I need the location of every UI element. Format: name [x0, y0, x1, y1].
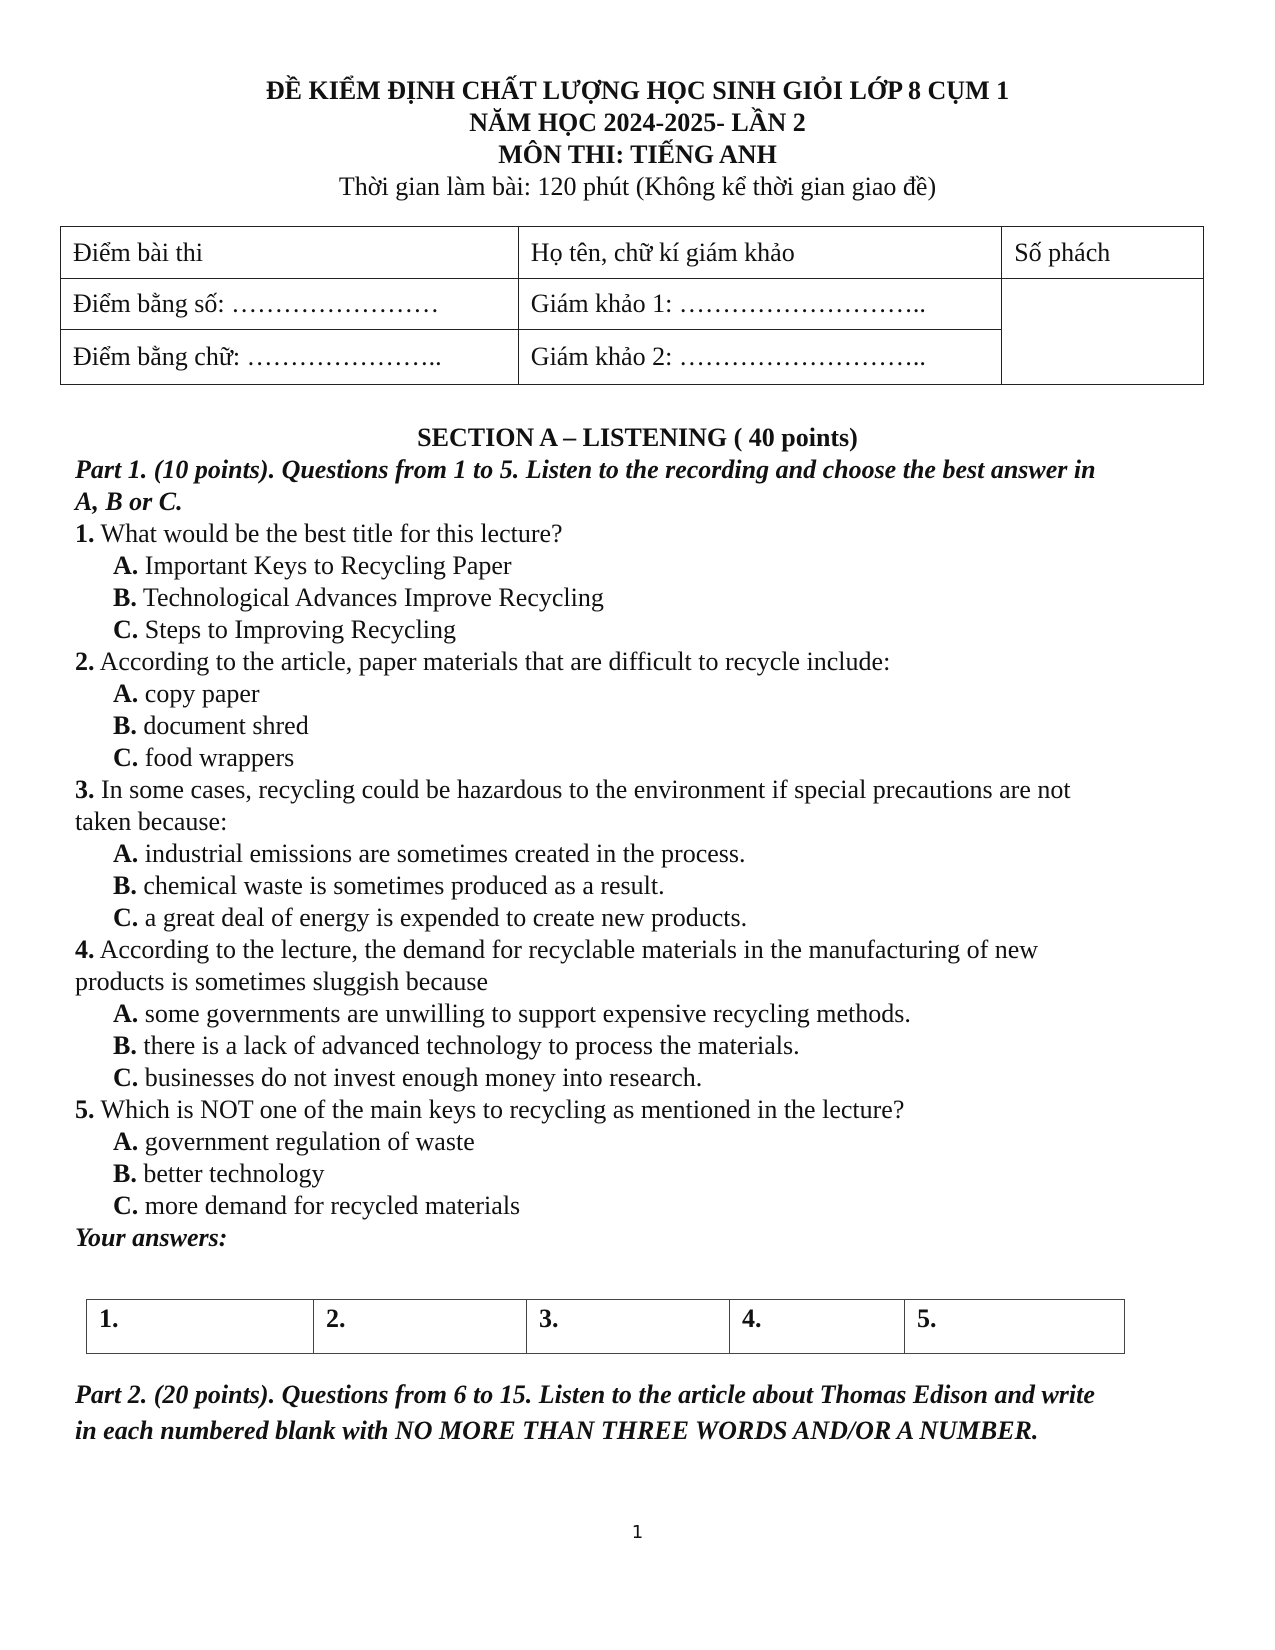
- code-header: Số phách: [1002, 227, 1204, 279]
- score-header: Điểm bài thi: [61, 227, 519, 279]
- option-letter: C.: [113, 615, 139, 644]
- answers-label: Your answers:: [75, 1223, 228, 1252]
- part1-instruction: Part 1. (10 points). Questions from 1 to 5. Listen to the recording and choose the best answer in: [75, 455, 1096, 484]
- option-text: Technological Advances Improve Recycling: [136, 583, 604, 612]
- score-in-words: Điểm bằng chữ: …………………..: [61, 330, 519, 385]
- option-1b: [113, 582, 604, 614]
- question-number: 4.: [75, 935, 95, 964]
- option-5a: [113, 1126, 475, 1158]
- question-5: [75, 1094, 904, 1126]
- subject: MÔN THI: TIẾNG ANH: [498, 140, 777, 169]
- school-year: NĂM HỌC 2024-2025- LẦN 2: [469, 108, 806, 137]
- section-title: SECTION A – LISTENING ( 40 points): [417, 423, 858, 452]
- question-3-cont: taken because:: [75, 807, 228, 836]
- option-4c: [113, 1062, 702, 1094]
- answer-cell-1[interactable]: 1.: [87, 1300, 314, 1354]
- option-letter: C.: [113, 1191, 139, 1220]
- option-1c: [113, 614, 456, 646]
- option-3a: [113, 838, 746, 870]
- question-2: [75, 646, 890, 678]
- option-text: food wrappers: [138, 743, 295, 772]
- option-text: copy paper: [138, 679, 260, 708]
- option-4b: [113, 1030, 800, 1062]
- examiner-1: Giám khảo 1: ………………………..: [518, 279, 1001, 330]
- examiner-2: Giám khảo 2: ………………………..: [518, 330, 1001, 385]
- option-text: some governments are unwilling to support expensive recycling methods.: [138, 999, 911, 1028]
- option-text: industrial emissions are sometimes created in the process.: [138, 839, 746, 868]
- option-letter: C.: [113, 903, 139, 932]
- question-3: [75, 774, 1071, 806]
- option-letter: B.: [113, 1031, 137, 1060]
- option-letter: A.: [113, 839, 139, 868]
- question-1: [75, 518, 563, 550]
- option-2c: [113, 742, 294, 774]
- option-2a: [113, 678, 260, 710]
- option-text: Important Keys to Recycling Paper: [138, 551, 512, 580]
- part1-instruction-cont: A, B or C.: [75, 487, 183, 516]
- option-letter: A.: [113, 1127, 139, 1156]
- part2-instruction-cont: in each numbered blank with NO MORE THAN THREE WORDS AND/OR A NUMBER.: [75, 1416, 1039, 1445]
- option-text: government regulation of waste: [138, 1127, 475, 1156]
- option-1a: [113, 550, 512, 582]
- option-letter: B.: [113, 711, 137, 740]
- part2-instruction: Part 2. (20 points). Questions from 6 to 15. Listen to the article about Thomas Edison and write: [75, 1380, 1095, 1409]
- question-number: 5.: [75, 1095, 95, 1124]
- option-letter: A.: [113, 999, 139, 1028]
- option-5c: [113, 1190, 520, 1222]
- option-letter: A.: [113, 551, 139, 580]
- option-letter: B.: [113, 1159, 137, 1188]
- option-text: a great deal of energy is expended to create new products.: [138, 903, 748, 932]
- answer-cell-5[interactable]: 5.: [905, 1300, 1125, 1354]
- option-5b: [113, 1158, 325, 1190]
- option-3c: [113, 902, 747, 934]
- question-number: 1.: [75, 519, 95, 548]
- answer-cell-4[interactable]: 4.: [730, 1300, 905, 1354]
- score-in-number: Điểm bằng số: ……………………: [61, 279, 519, 330]
- score-table: [60, 226, 1204, 385]
- question-number: 3.: [75, 775, 95, 804]
- option-text: there is a lack of advanced technology to process the materials.: [136, 1031, 800, 1060]
- question-4-cont: products is sometimes sluggish because: [75, 967, 489, 996]
- option-3b: [113, 870, 665, 902]
- option-text: Steps to Improving Recycling: [138, 615, 457, 644]
- option-letter: B.: [113, 583, 137, 612]
- option-text: businesses do not invest enough money into research.: [138, 1063, 703, 1092]
- option-text: better technology: [136, 1159, 325, 1188]
- question-text: According to the article, paper materials that are difficult to recycle include:: [94, 647, 891, 676]
- question-text: In some cases, recycling could be hazardous to the environment if special precautions are not: [94, 775, 1071, 804]
- examiner-header: Họ tên, chữ kí giám khảo: [518, 227, 1001, 279]
- time-allowed: Thời gian làm bài: 120 phút (Không kể thời gian giao đề): [338, 172, 937, 201]
- question-number: 2.: [75, 647, 95, 676]
- question-text: What would be the best title for this lecture?: [94, 519, 563, 548]
- page-number: 1: [631, 1522, 644, 1543]
- answer-table: [86, 1299, 1125, 1354]
- question-text: Which is NOT one of the main keys to recycling as mentioned in the lecture?: [94, 1095, 905, 1124]
- option-2b: [113, 710, 309, 742]
- option-letter: C.: [113, 743, 139, 772]
- option-letter: A.: [113, 679, 139, 708]
- option-text: chemical waste is sometimes produced as a result.: [136, 871, 665, 900]
- answer-cell-2[interactable]: 2.: [314, 1300, 527, 1354]
- option-text: more demand for recycled materials: [138, 1191, 521, 1220]
- option-letter: C.: [113, 1063, 139, 1092]
- code-cell: [1002, 279, 1204, 385]
- option-letter: B.: [113, 871, 137, 900]
- question-text: According to the lecture, the demand for recyclable materials in the manufacturing of new: [94, 935, 1039, 964]
- exam-title: ĐỀ KIỂM ĐỊNH CHẤT LƯỢNG HỌC SINH GIỎI LỚP 8 CỤM 1: [265, 76, 1010, 105]
- answer-cell-3[interactable]: 3.: [527, 1300, 730, 1354]
- option-text: document shred: [136, 711, 309, 740]
- option-4a: [113, 998, 911, 1030]
- question-4: [75, 934, 1038, 966]
